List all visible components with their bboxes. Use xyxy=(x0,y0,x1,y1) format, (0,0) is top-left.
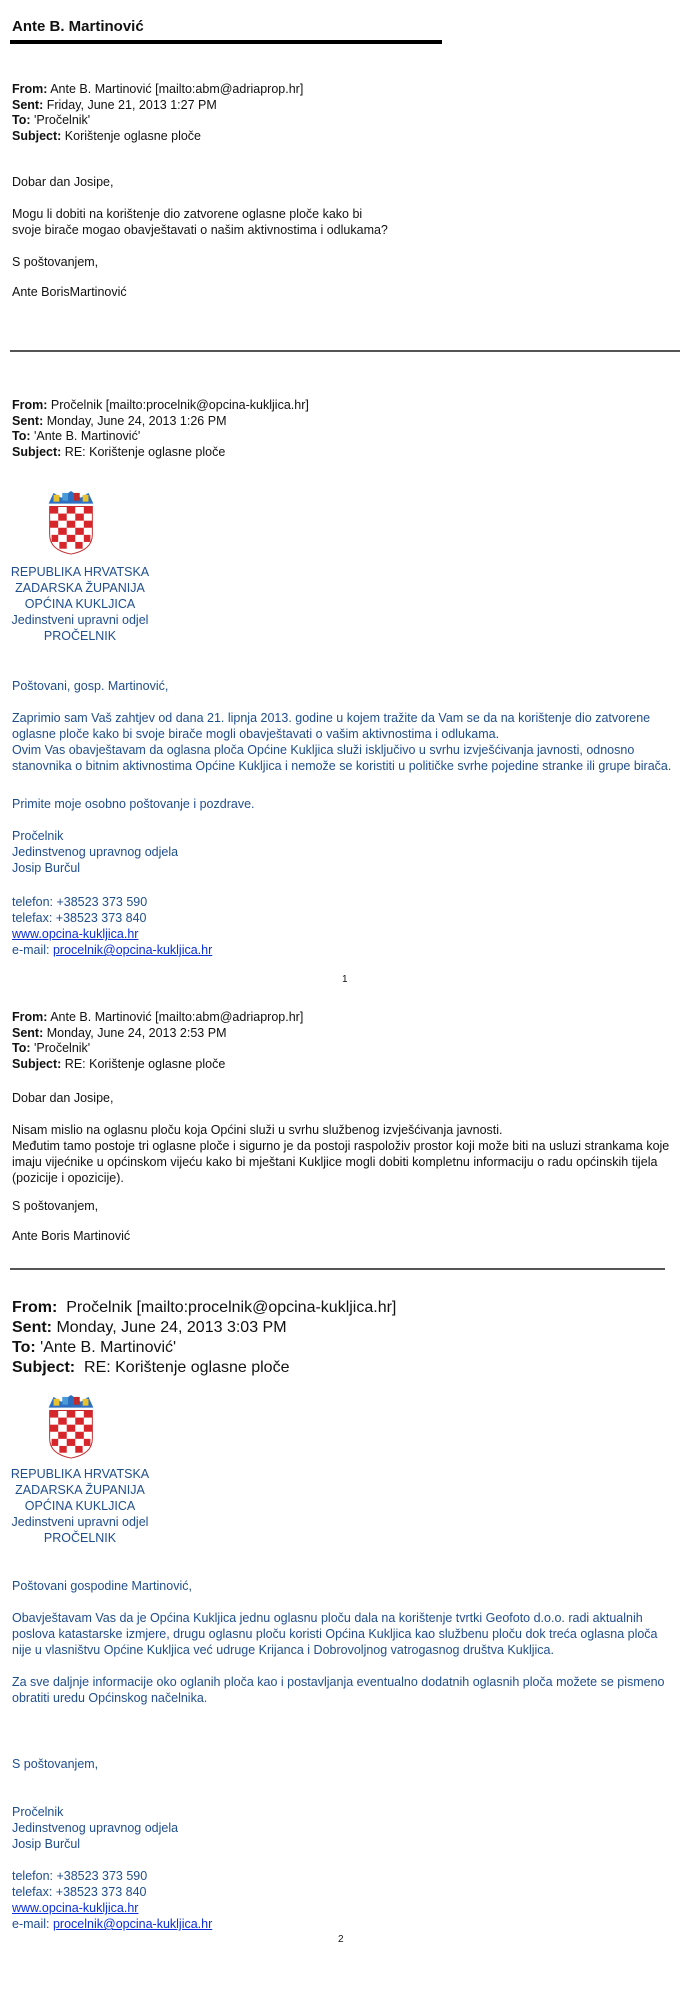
separator xyxy=(10,350,680,352)
org-line: ZADARSKA ŽUPANIJA xyxy=(15,581,145,595)
sig-line: Jedinstvenog upravnog odjela xyxy=(12,1821,179,1835)
org-line: OPĆINA KUKLJICA xyxy=(24,597,136,611)
sig-line: Josip Burčul xyxy=(12,1837,81,1851)
org-line: OPĆINA KUKLJICA xyxy=(24,1499,136,1513)
email1-from: Ante B. Martinović [mailto:abm@adriaprop.hr] xyxy=(50,82,304,96)
email2-header xyxy=(12,398,672,460)
sent-label: Sent: xyxy=(12,1319,52,1336)
to-label: To: xyxy=(12,1339,36,1356)
email4-contacts xyxy=(12,1868,212,1932)
email3-from: Ante B. Martinović [mailto:abm@adriaprop.hr] xyxy=(50,1010,304,1024)
subject-label: Subject: xyxy=(12,1359,76,1376)
phone: telefon: +38523 373 590 xyxy=(12,1869,148,1883)
to-label: To: xyxy=(12,1041,31,1055)
email4-sent: Monday, June 24, 2013 3:03 PM xyxy=(56,1319,287,1336)
email2-para3: Primite moje osobno poštovanje i pozdrave. xyxy=(12,797,255,811)
email3-line2: Međutim tamo postoje tri oglasne ploče i sigurno je da postoji raspoloživ prostor koji može biti na usluzi strankama koje imaju vijećnike u općinskom vijeću kako bi mještani Kukljice mogli dobiti kompletnu informaciju o radu općinskih tijela (pozicije i opozicije). xyxy=(12,1139,670,1185)
subject-label: Subject: xyxy=(12,444,62,459)
page-number: 2 xyxy=(338,1934,344,1945)
phone: telefon: +38523 373 590 xyxy=(12,895,148,909)
email2-subject: RE: Korištenje oglasne ploče xyxy=(64,444,226,459)
email-label: e-mail: xyxy=(12,1917,53,1931)
email1-closing: S poštovanjem, xyxy=(12,255,99,269)
email2-body xyxy=(12,710,677,774)
sig-line: Jedinstvenog upravnog odjela xyxy=(12,845,179,859)
from-label: From: xyxy=(12,82,48,96)
website-link[interactable]: www.opcina-kukljica.hr xyxy=(12,927,139,941)
email3-subject: RE: Korištenje oglasne ploče xyxy=(64,1056,226,1071)
email4-closing: S poštovanjem, xyxy=(12,1757,99,1771)
org-line: Jedinstveni upravni odjel xyxy=(11,613,149,627)
email4-org-block xyxy=(10,1466,150,1546)
email4-signature xyxy=(12,1804,178,1852)
sent-label: Sent: xyxy=(12,1025,44,1040)
email1-signature: Ante BorisMartinović xyxy=(12,285,127,299)
sig-line: Josip Burčul xyxy=(12,861,81,875)
org-line: PROČELNIK xyxy=(43,629,117,643)
document-title: Ante B. Martinović xyxy=(12,18,144,35)
email2-sent: Monday, June 24, 2013 1:26 PM xyxy=(46,413,227,428)
from-label: From: xyxy=(12,398,48,412)
email2-signature xyxy=(12,828,178,876)
email4-greeting: Poštovani gospodine Martinović, xyxy=(12,1579,192,1593)
email2-para1: Zaprimio sam Vaš zahtjev od dana 21. lipnja 2013. godine u kojem tražite da Vam se da na korištenje dio zatvorene oglasne ploče kako bi svoje birače mogli obavještavati o vašim aktivnostima i odlukama. xyxy=(12,711,651,741)
email3-closing: S poštovanjem, xyxy=(12,1199,99,1213)
sent-label: Sent: xyxy=(12,413,44,428)
email4-to: 'Ante B. Martinović' xyxy=(40,1339,177,1356)
email4-para2: Za sve daljnje informacije oko oglanih ploča kao i postavljanja eventualno dodatnih oglasnih ploča možete se pismeno obratiti uredu Općinskog načelnika. xyxy=(12,1675,665,1705)
email-link[interactable]: procelnik@opcina-kukljica.hr xyxy=(52,1917,213,1931)
title-underline xyxy=(10,40,442,44)
sig-line: Pročelnik xyxy=(12,1805,64,1819)
email1-sent: Friday, June 21, 2013 1:27 PM xyxy=(46,97,217,112)
fax: telefax: +38523 373 840 xyxy=(12,911,147,925)
email2-contacts xyxy=(12,894,212,958)
email-label: e-mail: xyxy=(12,943,53,957)
email1-subject: Korištenje oglasne ploče xyxy=(64,128,201,143)
sig-line: Pročelnik xyxy=(12,829,64,843)
email1-header xyxy=(12,82,672,144)
subject-label: Subject: xyxy=(12,1056,62,1071)
org-line: Jedinstveni upravni odjel xyxy=(11,1515,149,1529)
croatian-coat-of-arms-icon xyxy=(45,490,97,556)
email2-to: 'Ante B. Martinović' xyxy=(34,429,141,443)
sent-label: Sent: xyxy=(12,97,44,112)
org-line: REPUBLIKA HRVATSKA xyxy=(10,1467,150,1481)
email4-subject: RE: Korištenje oglasne ploče xyxy=(84,1359,290,1376)
from-label: From: xyxy=(12,1299,58,1316)
email3-greeting: Dobar dan Josipe, xyxy=(12,1091,114,1105)
to-label: To: xyxy=(12,429,31,443)
email1-to: 'Pročelnik' xyxy=(34,113,91,127)
email4-header xyxy=(12,1298,692,1378)
croatian-coat-of-arms-icon xyxy=(45,1394,97,1460)
email3-sent: Monday, June 24, 2013 2:53 PM xyxy=(46,1025,227,1040)
to-label: To: xyxy=(12,113,31,127)
email3-to: 'Pročelnik' xyxy=(34,1041,91,1055)
email2-org-block xyxy=(10,564,150,644)
email1-greeting: Dobar dan Josipe, xyxy=(12,175,114,189)
email3-signature: Ante Boris Martinović xyxy=(12,1229,131,1243)
email1-line1: Mogu li dobiti na korištenje dio zatvorene oglasne ploče kako bi xyxy=(12,207,363,221)
org-line: PROČELNIK xyxy=(43,1531,117,1545)
email2-para2: Ovim Vas obavještavam da oglasna ploča Općine Kukljica služi isključivo u svrhu izvješćivanja javnosti, odnosno stanovnika o bitnim aktivnostima Općine Kukljica i nemože se koristiti u političke svrhe pojedine stranke ili grupe birača. xyxy=(12,743,672,773)
separator xyxy=(10,1268,665,1270)
email2-from: Pročelnik [mailto:procelnik@opcina-kukljica.hr] xyxy=(50,398,309,412)
page-number: 1 xyxy=(342,974,348,985)
from-label: From: xyxy=(12,1010,48,1024)
org-line: REPUBLIKA HRVATSKA xyxy=(10,565,150,579)
email3-header xyxy=(12,1010,672,1072)
fax: telefax: +38523 373 840 xyxy=(12,1885,147,1899)
email2-greeting: Poštovani, gosp. Martinović, xyxy=(12,679,169,693)
email-link[interactable]: procelnik@opcina-kukljica.hr xyxy=(52,943,213,957)
subject-label: Subject: xyxy=(12,128,62,143)
website-link[interactable]: www.opcina-kukljica.hr xyxy=(12,1901,139,1915)
email4-para1: Obavještavam Vas da je Općina Kukljica jednu oglasnu ploču dala na korištenje tvrtki Geofoto d.o.o. radi aktualnih poslova katastarske izmjere, drugu oglasnu ploču koristi Općina Kukljica kao službenu ploču dok treća oglasna ploča nije u vlasništvu Općine Kukljica već udruge Krijanca i Dobrovoljnog vatrogasnog društva Kukljica. xyxy=(12,1611,658,1657)
email4-from: Pročelnik [mailto:procelnik@opcina-kukljica.hr] xyxy=(66,1299,397,1316)
email3-line1: Nisam mislio na oglasnu ploču koja Općini služi u svrhu službenog izvješćivanja javnosti. xyxy=(12,1123,503,1137)
email1-line2: svoje birače mogao obavještavati o našim aktivnostima i odlukama? xyxy=(12,223,388,237)
org-line: ZADARSKA ŽUPANIJA xyxy=(15,1483,145,1497)
